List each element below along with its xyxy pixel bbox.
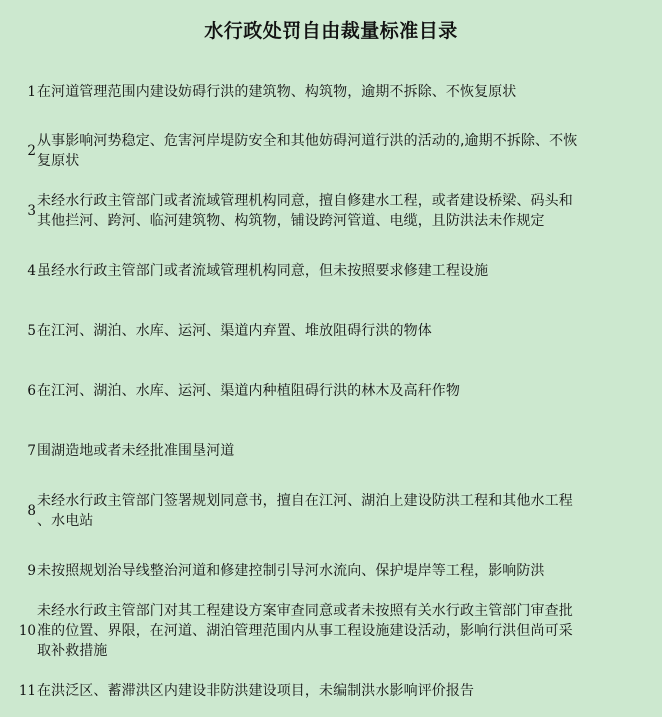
item-number: 9 (27, 563, 36, 579)
list-item (10, 441, 655, 461)
list-item (10, 381, 655, 401)
item-text: 虽经水行政主管部门或者流域管理机构同意，但未按照要求修建工程设施 (37, 263, 489, 279)
item-number: 5 (27, 323, 36, 339)
item-text: 在江河、湖泊、水库、运河、渠道内弃置、堆放阻碍行洪的物体 (37, 323, 432, 339)
list-item (10, 491, 655, 531)
item-text: 未按照规划治导线整治河道和修建控制引导河水流向、保护堤岸等工程，影响防洪 (37, 563, 545, 579)
item-number: 8 (27, 503, 36, 519)
item-number: 4 (27, 263, 36, 279)
item-number: 11 (18, 683, 36, 699)
item-text: 在河道管理范围内建设妨碍行洪的建筑物、构筑物，逾期不拆除、不恢复原状 (37, 84, 517, 100)
list-item (10, 561, 655, 581)
list-item (10, 681, 655, 701)
item-number: 1 (27, 84, 36, 100)
item-number: 3 (27, 203, 36, 219)
item-number: 6 (27, 383, 36, 399)
list-item (10, 261, 655, 281)
item-text: 从事影响河势稳定、危害河岸堤防安全和其他妨碍河道行洪的活动的,逾期不拆除、不恢 复原状 (37, 133, 578, 169)
document-title: 水行政处罚自由裁量标准目录 (204, 20, 458, 42)
item-text: 未经水行政主管部门或者流域管理机构同意，擅自修建水工程，或者建设桥梁、码头和 其他拦河、跨河、临河建筑物、构筑物，铺设跨河管道、电缆，且防洪法未作规定 (37, 193, 573, 229)
list-item (10, 191, 655, 231)
list-item (10, 131, 655, 171)
list-item (10, 321, 655, 341)
item-number: 7 (27, 443, 36, 459)
item-number: 2 (27, 143, 36, 159)
item-text: 在江河、湖泊、水库、运河、渠道内种植阻碍行洪的林木及高秆作物 (37, 383, 460, 399)
item-text: 围湖造地或者未经批准围垦河道 (37, 443, 235, 459)
list-item (10, 601, 655, 661)
item-number: 10 (18, 623, 36, 639)
item-text: 在洪泛区、蓄滞洪区内建设非防洪建设项目，未编制洪水影响评价报告 (37, 683, 475, 699)
item-text: 未经水行政主管部门签署规划同意书，擅自在江河、湖泊上建设防洪工程和其他水工程 、水电站 (37, 493, 573, 529)
item-text: 未经水行政主管部门对其工程建设方案审查同意或者未按照有关水行政主管部门审查批 准的位置、界限，在河道、湖泊管理范围内从事工程设施建设活动，影响行洪但尚可采 取补救措施 (37, 603, 573, 659)
list-item (10, 82, 655, 102)
